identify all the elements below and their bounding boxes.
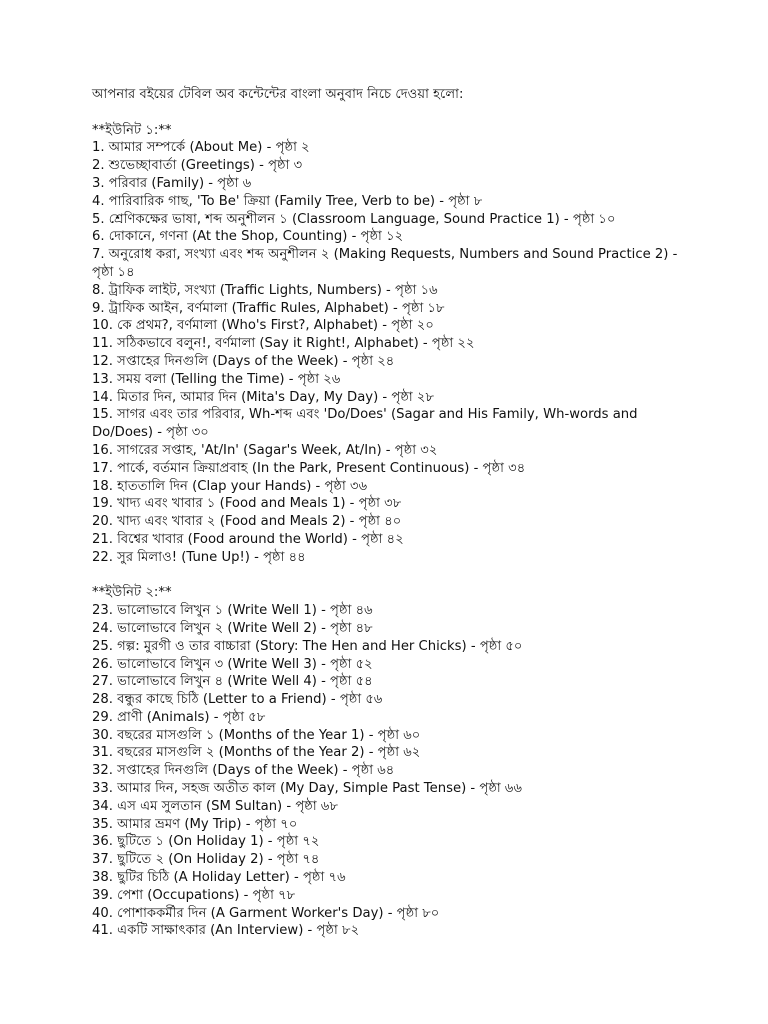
toc-entry: 37. ছুটিতে ২ (On Holiday 2) - পৃষ্ঠা ৭৪ bbox=[92, 852, 320, 868]
toc-entry: 41. একটি সাক্ষাৎকার (An Interview) - পৃষ্ঠা ৮২ bbox=[92, 923, 360, 939]
toc-entry: 10. কে প্রথম?, বর্ণমালা (Who's First?, Alphabet) - পৃষ্ঠা ২০ bbox=[92, 318, 434, 334]
toc-entry: 34. এস এম সুলতান (SM Sultan) - পৃষ্ঠা ৬৮ bbox=[92, 798, 339, 814]
toc-entry: 28. বন্ধুর কাছে চিঠি (Letter to a Friend) - পৃষ্ঠা ৫৬ bbox=[92, 692, 383, 708]
document-body bbox=[92, 86, 692, 940]
toc-entry: 1. আমার সম্পর্কে (About Me) - পৃষ্ঠা ২ bbox=[92, 140, 310, 156]
unit-2-heading: **ইউনিট ২:** bbox=[92, 585, 172, 601]
toc-entry: 38. ছুটির চিঠি (A Holiday Letter) - পৃষ্ঠা ৭৬ bbox=[92, 870, 346, 886]
toc-entry: 20. খাদ্য এবং খাবার ২ (Food and Meals 2) - পৃষ্ঠা ৪০ bbox=[92, 514, 402, 530]
toc-entry: 16. সাগরের সপ্তাহ, 'At/In' (Sagar's Week, At/In) - পৃষ্ঠা ৩২ bbox=[92, 442, 438, 458]
toc-entry: 18. হাততালি দিন (Clap your Hands) - পৃষ্ঠা ৩৬ bbox=[92, 478, 368, 494]
toc-entry: 13. সময় বলা (Telling the Time) - পৃষ্ঠা ২৬ bbox=[92, 371, 341, 387]
toc-entry: 6. দোকানে, গণনা (At the Shop, Counting) - পৃষ্ঠা ১২ bbox=[92, 229, 404, 245]
toc-entry: 35. আমার ভ্রমণ (My Trip) - পৃষ্ঠা ৭০ bbox=[92, 816, 298, 832]
toc-entry: 27. ভালোভাবে লিখুন ৪ (Write Well 4) - পৃষ্ঠা ৫৪ bbox=[92, 674, 373, 690]
toc-entry: 39. পেশা (Occupations) - পৃষ্ঠা ৭৮ bbox=[92, 887, 296, 903]
toc-entry: 8. ট্রাফিক লাইট, সংখ্যা (Traffic Lights, Numbers) - পৃষ্ঠা ১৬ bbox=[92, 282, 438, 298]
spacer bbox=[92, 104, 692, 122]
toc-entry: 7. অনুরোধ করা, সংখ্যা এবং শব্দ অনুশীলন ২ (Making Requests, Numbers and Sound Practice 2) - পৃষ্ঠা ১৪ bbox=[92, 247, 678, 280]
toc-entry: 4. পারিবারিক গাছ, 'To Be' ক্রিয়া (Family Tree, Verb to be) - পৃষ্ঠা ৮ bbox=[92, 193, 483, 209]
toc-entry: 22. সুর মিলাও! (Tune Up!) - পৃষ্ঠা ৪৪ bbox=[92, 549, 306, 565]
toc-entry: 24. ভালোভাবে লিখুন ২ (Write Well 2) - পৃষ্ঠা ৪৮ bbox=[92, 620, 373, 636]
toc-entry: 9. ট্রাফিক আইন, বর্ণমালা (Traffic Rules, Alphabet) - পৃষ্ঠা ১৮ bbox=[92, 300, 445, 316]
toc-entry: 14. মিতার দিন, আমার দিন (Mita's Day, My Day) - পৃষ্ঠা ২৮ bbox=[92, 389, 435, 405]
toc-entry: 5. শ্রেণিকক্ষের ভাষা, শব্দ অনুশীলন ১ (Classroom Language, Sound Practice 1) - পৃষ্ঠা ১০ bbox=[92, 211, 616, 227]
toc-entry: 29. প্রাণী (Animals) - পৃষ্ঠা ৫৮ bbox=[92, 709, 266, 725]
toc-entry: 19. খাদ্য এবং খাবার ১ (Food and Meals 1) - পৃষ্ঠা ৩৮ bbox=[92, 496, 402, 512]
toc-entry: 11. সঠিকভাবে বলুন!, বর্ণমালা (Say it Right!, Alphabet) - পৃষ্ঠা ২২ bbox=[92, 336, 475, 352]
toc-entry: 40. পোশাককর্মীর দিন (A Garment Worker's Day) - পৃষ্ঠা ৮০ bbox=[92, 905, 440, 921]
toc-entry: 31. বছরের মাসগুলি ২ (Months of the Year 2) - পৃষ্ঠা ৬২ bbox=[92, 745, 421, 761]
toc-entry: 17. পার্কে, বর্তমান ক্রিয়াপ্রবাহ (In the Park, Present Continuous) - পৃষ্ঠা ৩৪ bbox=[92, 460, 526, 476]
toc-entry: 3. পরিবার (Family) - পৃষ্ঠা ৬ bbox=[92, 175, 252, 191]
toc-entry: 2. শুভেচ্ছাবার্তা (Greetings) - পৃষ্ঠা ৩ bbox=[92, 158, 303, 174]
toc-entry: 12. সপ্তাহের দিনগুলি (Days of the Week) - পৃষ্ঠা ২৪ bbox=[92, 353, 395, 369]
toc-entry: 30. বছরের মাসগুলি ১ (Months of the Year 1) - পৃষ্ঠা ৬০ bbox=[92, 727, 421, 743]
unit-1-list bbox=[92, 139, 692, 566]
toc-entry: 25. গল্প: মুরগী ও তার বাচ্চারা (Story: The Hen and Her Chicks) - পৃষ্ঠা ৫০ bbox=[92, 638, 523, 654]
intro-text: আপনার বইয়ের টেবিল অব কন্টেন্টের বাংলা অনুবাদ নিচে দেওয়া হলো: bbox=[92, 87, 464, 102]
toc-entry: 36. ছুটিতে ১ (On Holiday 1) - পৃষ্ঠা ৭২ bbox=[92, 834, 320, 850]
toc-entry: 23. ভালোভাবে লিখুন ১ (Write Well 1) - পৃষ্ঠা ৪৬ bbox=[92, 603, 373, 619]
unit-2-list bbox=[92, 602, 692, 940]
toc-entry: 33. আমার দিন, সহজ অতীত কাল (My Day, Simple Past Tense) - পৃষ্ঠা ৬৬ bbox=[92, 781, 523, 797]
toc-entry: 26. ভালোভাবে লিখুন ৩ (Write Well 3) - পৃষ্ঠা ৫২ bbox=[92, 656, 373, 672]
spacer bbox=[92, 567, 692, 585]
toc-entry: 15. সাগর এবং তার পরিবার, Wh-শব্দ এবং 'Do/Does' (Sagar and His Family, Wh-words and Do/Does) - পৃষ্ঠা ৩০ bbox=[92, 407, 638, 441]
unit-1-heading: **ইউনিট ১:** bbox=[92, 122, 172, 138]
toc-entry: 32. সপ্তাহের দিনগুলি (Days of the Week) - পৃষ্ঠা ৬৪ bbox=[92, 763, 395, 779]
toc-entry: 21. বিশ্বের খাবার (Food around the World) - পৃষ্ঠা ৪২ bbox=[92, 531, 404, 547]
